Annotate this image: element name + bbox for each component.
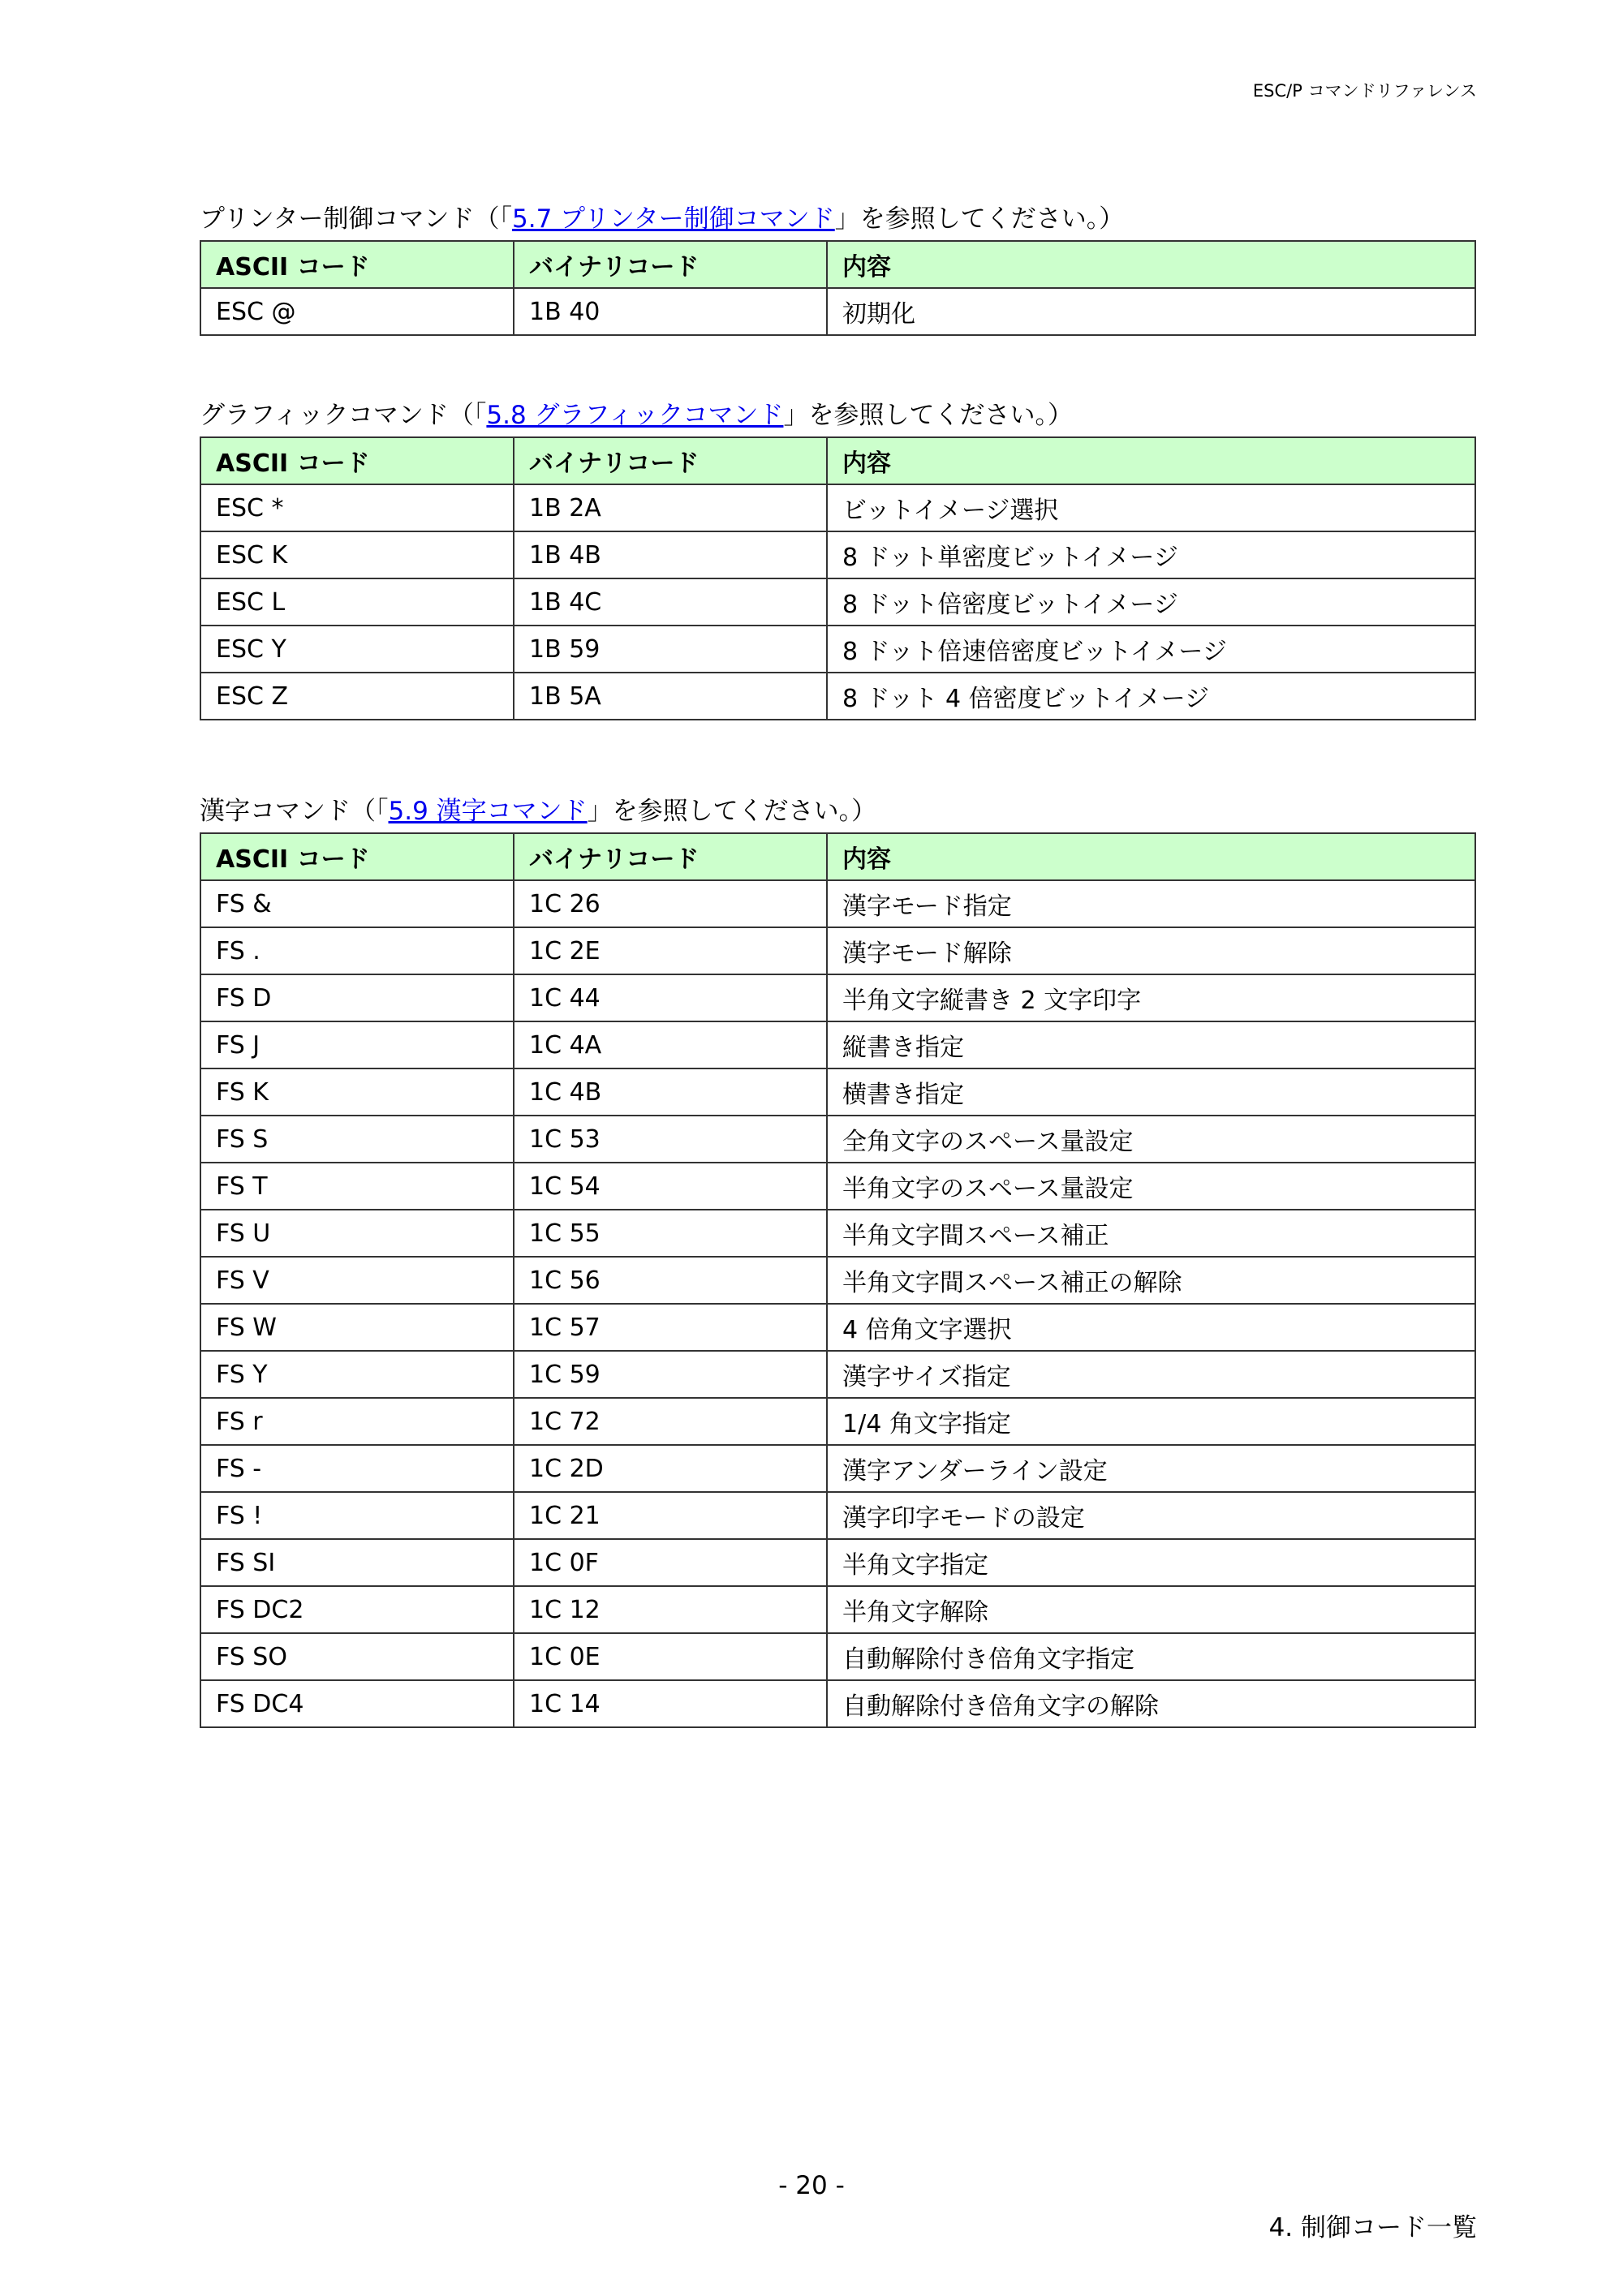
ascii-code-cell: ESC L	[200, 578, 514, 626]
table-row	[200, 1351, 1475, 1398]
table-row	[200, 673, 1475, 720]
binary-code-cell: 1C 14	[514, 1680, 827, 1727]
binary-code-cell: 1B 4B	[514, 531, 827, 578]
col-header-content: 内容	[827, 833, 1475, 880]
binary-code-cell: 1C 72	[514, 1398, 827, 1445]
ascii-code-cell: FS r	[200, 1398, 514, 1445]
content-cell: 漢字印字モードの設定	[827, 1492, 1475, 1539]
content-cell: 8 ドット 4 倍密度ビットイメージ	[827, 673, 1475, 720]
ascii-code-cell: ESC Z	[200, 673, 514, 720]
binary-code-cell: 1C 53	[514, 1116, 827, 1163]
binary-code-cell: 1C 0F	[514, 1539, 827, 1586]
binary-code-cell: 1B 5A	[514, 673, 827, 720]
binary-code-cell: 1C 2E	[514, 927, 827, 974]
chapter-title: 4. 制御コード一覧	[1268, 2213, 1477, 2242]
ascii-code-cell: FS !	[200, 1492, 514, 1539]
ascii-code-cell: ESC Y	[200, 626, 514, 673]
ascii-code-cell: FS T	[200, 1163, 514, 1210]
binary-code-cell: 1C 56	[514, 1257, 827, 1304]
table-row	[200, 1163, 1475, 1210]
binary-code-cell: 1C 54	[514, 1163, 827, 1210]
table-row	[200, 1021, 1475, 1068]
content-cell: 半角文字指定	[827, 1539, 1475, 1586]
ascii-code-cell: FS U	[200, 1210, 514, 1257]
col-header-binary: バイナリコード	[514, 437, 827, 484]
ascii-code-cell: FS V	[200, 1257, 514, 1304]
table-row	[200, 1304, 1475, 1351]
content-cell: 半角文字間スペース補正の解除	[827, 1257, 1475, 1304]
col-header-content: 内容	[827, 437, 1475, 484]
table-row	[200, 288, 1475, 335]
binary-code-cell: 1C 2D	[514, 1445, 827, 1492]
ascii-code-cell: FS J	[200, 1021, 514, 1068]
table-row	[200, 1257, 1475, 1304]
ascii-code-cell: ESC K	[200, 531, 514, 578]
command-table	[200, 832, 1476, 1728]
table-row	[200, 1068, 1475, 1116]
section-link-5-7[interactable]: 5.7 プリンター制御コマンド	[512, 204, 835, 234]
content-cell: 漢字モード指定	[827, 880, 1475, 927]
col-header-binary: バイナリコード	[514, 833, 827, 880]
table-row	[200, 626, 1475, 673]
binary-code-cell: 1B 4C	[514, 578, 827, 626]
binary-code-cell: 1C 0E	[514, 1633, 827, 1680]
content-cell: 縦書き指定	[827, 1021, 1475, 1068]
section-heading	[200, 793, 1474, 829]
ascii-code-cell: FS -	[200, 1445, 514, 1492]
table-row	[200, 1116, 1475, 1163]
content-cell: 8 ドット倍速倍密度ビットイメージ	[827, 626, 1475, 673]
col-header-ascii: ASCII コード	[200, 437, 514, 484]
content-cell: 漢字アンダーライン設定	[827, 1445, 1475, 1492]
content-cell: ビットイメージ選択	[827, 484, 1475, 531]
content-cell: 4 倍角文字選択	[827, 1304, 1475, 1351]
section-heading	[200, 201, 1474, 237]
col-header-content: 内容	[827, 241, 1475, 288]
command-table	[200, 436, 1476, 720]
section-link-5-8[interactable]: 5.8 グラフィックコマンド	[486, 401, 784, 430]
content-cell: 全角文字のスペース量設定	[827, 1116, 1475, 1163]
table-row	[200, 531, 1475, 578]
table-row	[200, 927, 1475, 974]
heading-suffix: 」を参照してください。）	[587, 797, 877, 826]
table-row	[200, 1539, 1475, 1586]
col-header-ascii: ASCII コード	[200, 833, 514, 880]
binary-code-cell: 1C 4B	[514, 1068, 827, 1116]
section-link-5-9[interactable]: 5.9 漢字コマンド	[388, 797, 588, 826]
table-row	[200, 484, 1475, 531]
table-row	[200, 578, 1475, 626]
heading-prefix: プリンター制御コマンド（「	[200, 204, 513, 234]
ascii-code-cell: FS W	[200, 1304, 514, 1351]
heading-suffix: 」を参照してください。）	[783, 401, 1073, 430]
content-cell: 漢字モード解除	[827, 927, 1475, 974]
ascii-code-cell: FS S	[200, 1116, 514, 1163]
heading-prefix: 漢字コマンド（「	[200, 797, 389, 826]
table-row	[200, 1680, 1475, 1727]
ascii-code-cell: FS D	[200, 974, 514, 1021]
table-row	[200, 1633, 1475, 1680]
section-kanji	[200, 793, 1474, 1728]
ascii-code-cell: FS &	[200, 880, 514, 927]
ascii-code-cell: ESC *	[200, 484, 514, 531]
content-cell: 横書き指定	[827, 1068, 1475, 1116]
ascii-code-cell: ESC @	[200, 288, 514, 335]
binary-code-cell: 1C 57	[514, 1304, 827, 1351]
ascii-code-cell: FS SO	[200, 1633, 514, 1680]
binary-code-cell: 1C 44	[514, 974, 827, 1021]
ascii-code-cell: FS DC4	[200, 1680, 514, 1727]
table-row	[200, 880, 1475, 927]
content-cell: 半角文字間スペース補正	[827, 1210, 1475, 1257]
content-cell: 半角文字のスペース量設定	[827, 1163, 1475, 1210]
col-header-ascii: ASCII コード	[200, 241, 514, 288]
table-header-row	[200, 833, 1475, 880]
section-graphic	[200, 398, 1474, 720]
table-header-row	[200, 241, 1475, 288]
content-cell: 8 ドット倍密度ビットイメージ	[827, 578, 1475, 626]
heading-suffix: 」を参照してください。）	[834, 204, 1125, 234]
table-row	[200, 974, 1475, 1021]
content-cell: 半角文字解除	[827, 1586, 1475, 1633]
heading-prefix: グラフィックコマンド（「	[200, 401, 487, 430]
section-heading	[200, 398, 1474, 433]
binary-code-cell: 1B 59	[514, 626, 827, 673]
table-row	[200, 1492, 1475, 1539]
content-cell: 自動解除付き倍角文字の解除	[827, 1680, 1475, 1727]
col-header-binary: バイナリコード	[514, 241, 827, 288]
table-row	[200, 1398, 1475, 1445]
content-cell: 1/4 角文字指定	[827, 1398, 1475, 1445]
binary-code-cell: 1B 40	[514, 288, 827, 335]
binary-code-cell: 1C 26	[514, 880, 827, 927]
content-cell: 8 ドット単密度ビットイメージ	[827, 531, 1475, 578]
content-cell: 自動解除付き倍角文字指定	[827, 1633, 1475, 1680]
ascii-code-cell: FS SI	[200, 1539, 514, 1586]
ascii-code-cell: FS .	[200, 927, 514, 974]
ascii-code-cell: FS K	[200, 1068, 514, 1116]
content-cell: 初期化	[827, 288, 1475, 335]
binary-code-cell: 1C 55	[514, 1210, 827, 1257]
binary-code-cell: 1C 21	[514, 1492, 827, 1539]
binary-code-cell: 1C 59	[514, 1351, 827, 1398]
content-cell: 半角文字縦書き 2 文字印字	[827, 974, 1475, 1021]
command-table	[200, 240, 1476, 336]
running-header: ESC/P コマンドリファレンス	[1252, 81, 1477, 101]
page-number: - 20 -	[778, 2171, 845, 2200]
binary-code-cell: 1C 12	[514, 1586, 827, 1633]
content-cell: 漢字サイズ指定	[827, 1351, 1475, 1398]
ascii-code-cell: FS Y	[200, 1351, 514, 1398]
section-printer-control	[200, 201, 1474, 336]
table-row	[200, 1210, 1475, 1257]
table-header-row	[200, 437, 1475, 484]
ascii-code-cell: FS DC2	[200, 1586, 514, 1633]
table-row	[200, 1445, 1475, 1492]
table-row	[200, 1586, 1475, 1633]
binary-code-cell: 1B 2A	[514, 484, 827, 531]
binary-code-cell: 1C 4A	[514, 1021, 827, 1068]
